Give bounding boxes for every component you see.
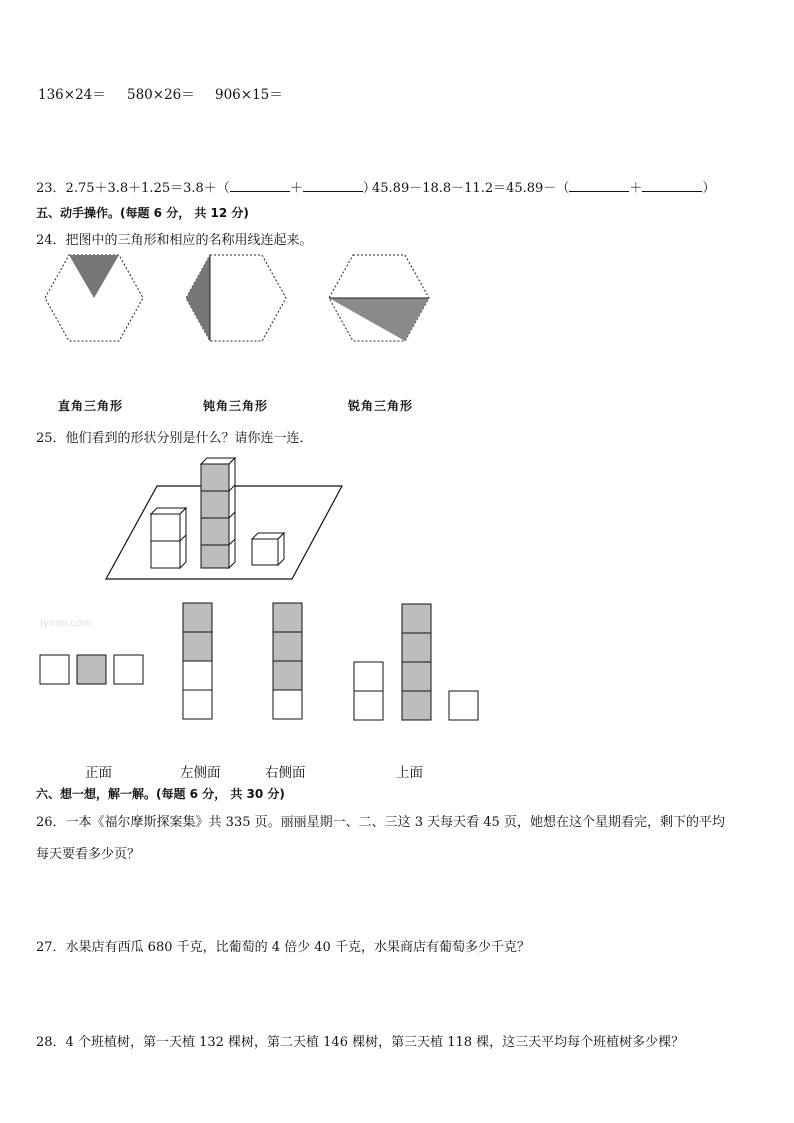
shaded-triangle-3 bbox=[329, 298, 429, 341]
question-27: 27．水果店有西瓜 680 千克，比葡萄的 4 倍少 40 千克，水果商店有葡萄多少千克？ bbox=[36, 940, 530, 955]
q23-blank-3[interactable] bbox=[569, 179, 629, 192]
question-23 bbox=[36, 177, 376, 196]
label-left-view: 左侧面 bbox=[180, 765, 221, 781]
question-24: 24．把图中的三角形和相应的名称用线连起来。 bbox=[36, 233, 313, 248]
watermark: Jyeoo.com bbox=[40, 618, 92, 629]
view-options bbox=[0, 600, 794, 730]
label-acute-triangle: 锐角三角形 bbox=[348, 399, 414, 413]
section-5-heading: 五、动手操作。(每题 6 分， 共 12 分) bbox=[36, 206, 249, 220]
label-front-view: 正面 bbox=[85, 765, 112, 781]
q23-plus-2: ＋ bbox=[629, 181, 643, 196]
hexagon-obtuse-triangle bbox=[186, 255, 286, 341]
q23-left-expression: 23．2.75＋3.8＋1.25＝3.8＋（ bbox=[36, 181, 230, 196]
view-option-row[interactable] bbox=[40, 655, 143, 684]
q23-right-expression: 45.89－18.8－11.2＝45.89－（ bbox=[372, 181, 570, 196]
section-6-heading: 六、想一想，解一解。(每题 6 分， 共 30 分) bbox=[36, 787, 285, 801]
question-28: 28．4 个班植树，第一天植 132 棵树，第二天植 146 棵树，第三天植 118 棵，这三天平均每个班植树多少棵？ bbox=[36, 1035, 685, 1050]
cube-scene bbox=[0, 455, 794, 595]
shaded-triangle-2 bbox=[186, 255, 210, 341]
q23-close-2: ） bbox=[702, 181, 716, 196]
label-top-view: 上面 bbox=[396, 765, 423, 781]
question-26-line-2: 每天要看多少页？ bbox=[36, 847, 141, 862]
question-25: 25．他们看到的形状分别是什么？请你连一连． bbox=[36, 431, 313, 446]
q23-blank-4[interactable] bbox=[642, 179, 702, 192]
calc-3: 906×15＝ bbox=[215, 87, 283, 103]
q23-blank-1[interactable] bbox=[230, 179, 290, 192]
shaded-triangle-1 bbox=[69, 255, 119, 298]
question-23-right bbox=[372, 177, 715, 196]
calc-2: 580×26＝ bbox=[127, 87, 195, 103]
hexagon-right-triangle bbox=[45, 255, 143, 341]
q23-close-1: ） bbox=[362, 181, 376, 196]
label-right-view: 右侧面 bbox=[265, 765, 306, 781]
q23-plus-1: ＋ bbox=[289, 181, 303, 196]
view-option-group-4[interactable] bbox=[354, 604, 478, 720]
hexagon-figures bbox=[0, 250, 794, 390]
cube-stack-left bbox=[151, 508, 186, 568]
view-option-column-3[interactable] bbox=[273, 603, 302, 719]
cube-single-right bbox=[252, 533, 284, 565]
question-26-line-1: 26．一本《福尔摩斯探案集》共 335 页。丽丽星期一、二、三这 3 天每天看 45 页，她想在这个星期看完，剩下的平均 bbox=[36, 815, 725, 830]
hexagon-acute-triangle bbox=[329, 255, 429, 341]
view-option-column-2[interactable] bbox=[183, 603, 212, 719]
label-right-triangle: 直角三角形 bbox=[58, 399, 124, 413]
q23-blank-2[interactable] bbox=[303, 179, 363, 192]
label-obtuse-triangle: 钝角三角形 bbox=[203, 399, 269, 413]
cube-stack-middle bbox=[201, 458, 235, 568]
calc-1: 136×24＝ bbox=[38, 87, 106, 103]
